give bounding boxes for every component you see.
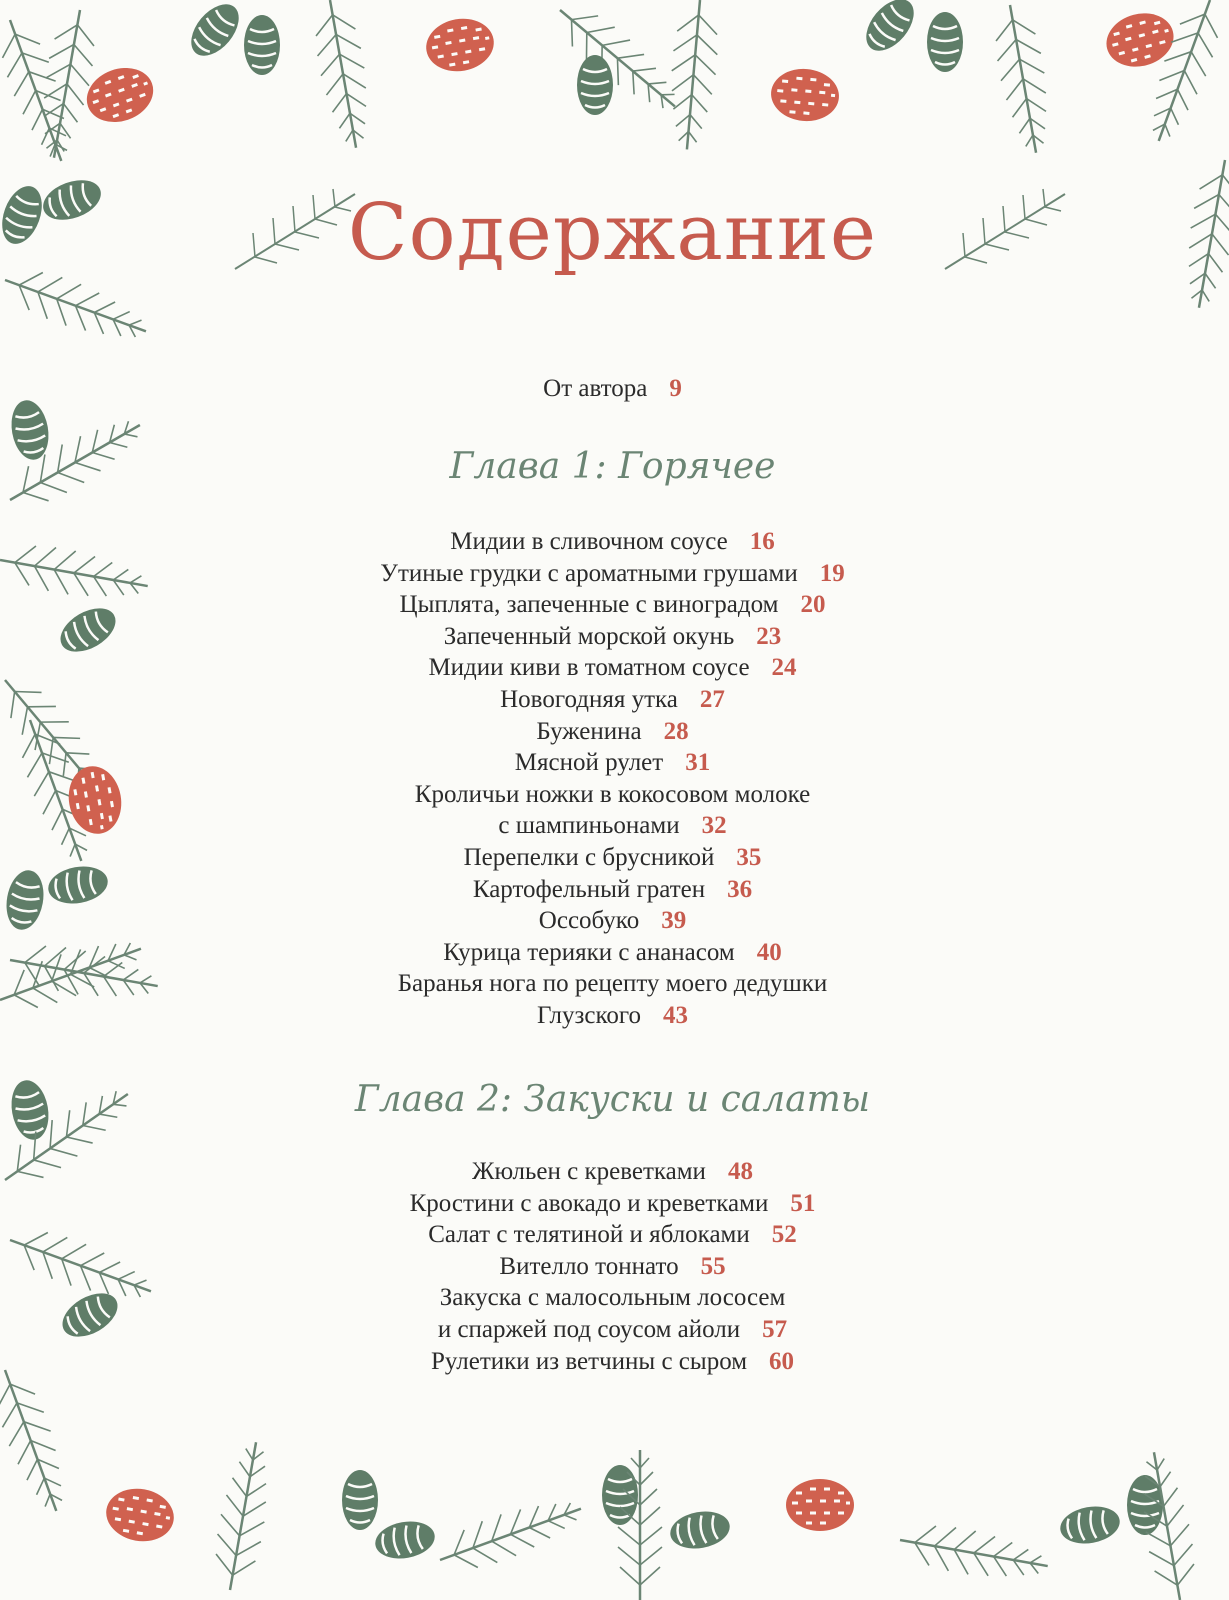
toc-entry-page: 32 xyxy=(701,812,727,840)
toc-entry-label: Перепелки с брусникой xyxy=(463,844,715,871)
toc-entry-label: Баранья нога по рецепту моего дедушки xyxy=(397,970,828,998)
toc-entry-label: и спаржей под соусом айоли xyxy=(437,1316,741,1343)
toc-entry-page: 39 xyxy=(661,907,687,935)
toc-entry-label: Жюльен с креветками xyxy=(472,1158,706,1185)
toc-entry-page: 31 xyxy=(685,749,711,777)
toc-entry[interactable] xyxy=(105,779,1120,811)
toc-entry[interactable] xyxy=(105,589,1120,621)
toc-entry-page: 52 xyxy=(771,1221,797,1249)
toc-entry-page: 16 xyxy=(749,528,775,555)
toc-entry-page: 36 xyxy=(727,875,753,903)
toc-entry[interactable] xyxy=(105,842,1120,874)
toc-entry-label: Вителло тоннато xyxy=(499,1252,679,1280)
toc-entry-page: 28 xyxy=(663,717,689,745)
toc-entry-intro[interactable] xyxy=(105,373,1120,405)
toc-entry[interactable] xyxy=(105,1219,1120,1251)
toc-entry-label: Мидии в сливочном соусе xyxy=(450,528,728,555)
toc-entry[interactable] xyxy=(105,968,1120,1000)
chapter-heading: Глава 1: Горячее xyxy=(449,446,776,487)
toc-entry-page: 20 xyxy=(800,591,826,619)
toc-entry-label: Рулетики из ветчины с сыром xyxy=(430,1347,748,1375)
toc-entry-label: Запеченный морской окунь xyxy=(443,622,735,650)
toc-entry-continued[interactable] xyxy=(105,810,1120,842)
toc-entry-label: Оссобуко xyxy=(538,907,640,935)
toc-entry-continued[interactable] xyxy=(105,1000,1120,1032)
toc-entry-label: Цыплята, запеченные с виноградом xyxy=(399,591,779,619)
toc-entry[interactable] xyxy=(105,937,1120,969)
toc-entry[interactable] xyxy=(105,1251,1120,1283)
toc-entry-label: Курица терияки с ананасом xyxy=(443,938,735,966)
toc-entry-page: 51 xyxy=(790,1189,816,1217)
toc-entry-label: Новогодняя утка xyxy=(500,686,678,713)
toc-entry-label: Глузского xyxy=(536,1002,642,1029)
toc-entry-label: Мидии киви в томатном соусе xyxy=(428,654,750,682)
toc-entry[interactable] xyxy=(105,621,1120,653)
toc-entry[interactable] xyxy=(105,526,1120,558)
toc-entry-page: 40 xyxy=(756,938,782,966)
toc-entry-label: Закуска с малосольным лососем xyxy=(439,1284,786,1312)
toc-entry-label: Утиные грудки с ароматными грушами xyxy=(380,559,798,587)
toc-entry[interactable] xyxy=(105,684,1120,716)
toc-entry-label: Кростини с авокадо и креветками xyxy=(409,1189,769,1217)
toc-entry[interactable] xyxy=(105,1346,1120,1378)
page-title: Содержание xyxy=(347,188,878,278)
toc-entry[interactable] xyxy=(105,1188,1120,1220)
toc-entry-label: с шампиньонами xyxy=(498,812,680,840)
toc-entry-page: 9 xyxy=(669,375,682,402)
toc-entry-page: 27 xyxy=(699,686,725,713)
toc-entry-label: Мясной рулет xyxy=(514,749,664,777)
toc-entry[interactable] xyxy=(105,652,1120,684)
toc-entry[interactable] xyxy=(105,747,1120,779)
toc-entry-label: От автора xyxy=(543,375,648,402)
toc-entry[interactable] xyxy=(105,905,1120,937)
toc-entry-page: 19 xyxy=(819,559,845,587)
table-of-contents xyxy=(105,110,1120,1490)
toc-entry-page: 24 xyxy=(771,654,797,682)
toc-entry-page: 43 xyxy=(663,1002,689,1029)
toc-entry-page: 48 xyxy=(727,1158,753,1185)
toc-entry[interactable] xyxy=(105,1282,1120,1314)
toc-entry-page: 60 xyxy=(769,1347,795,1375)
toc-entry[interactable] xyxy=(105,558,1120,590)
toc-entry-label: Буженина xyxy=(536,717,642,745)
chapter-heading: Глава 2: Закуски и салаты xyxy=(354,1079,871,1120)
toc-entry-page: 35 xyxy=(736,844,762,871)
toc-entry-page: 23 xyxy=(756,622,782,650)
toc-entry-label: Картофельный гратен xyxy=(472,875,706,903)
toc-entry[interactable] xyxy=(105,716,1120,748)
toc-entry-page: 55 xyxy=(700,1252,726,1280)
toc-entry-label: Салат с телятиной и яблоками xyxy=(428,1221,750,1249)
toc-entry[interactable] xyxy=(105,874,1120,906)
toc-entry-page: 57 xyxy=(762,1316,788,1343)
toc-entry[interactable] xyxy=(105,1156,1120,1188)
toc-entry-continued[interactable] xyxy=(105,1314,1120,1346)
toc-entry-label: Кроличьи ножки в кокосовом молоке xyxy=(414,780,811,808)
